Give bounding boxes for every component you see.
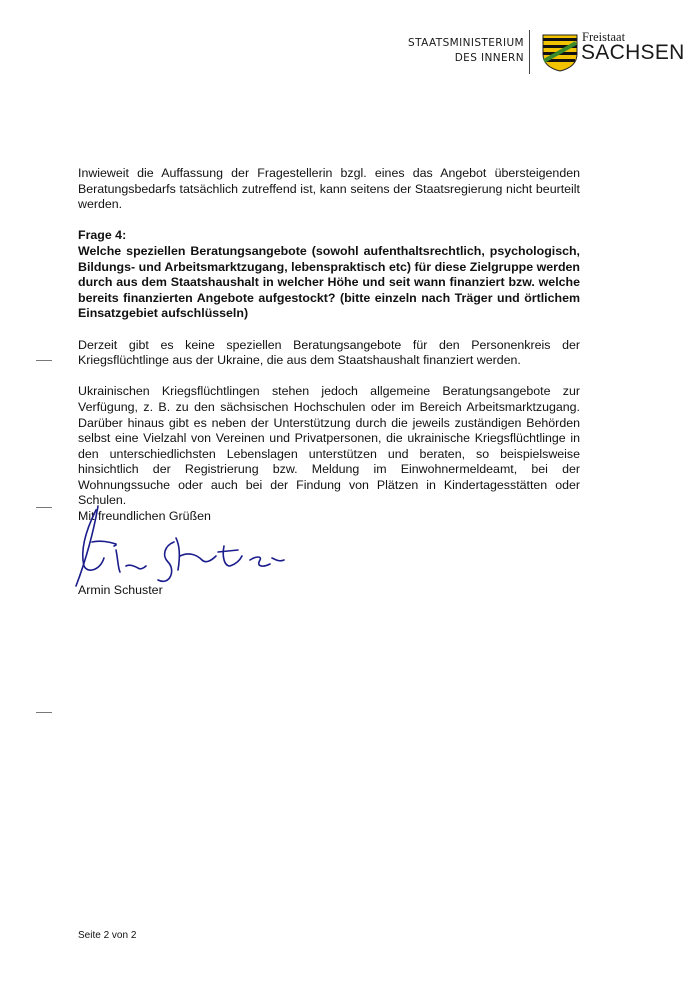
ministry-line-2: DES INNERN: [454, 52, 524, 64]
paragraph: Ukrainischen Kriegsflüchtlingen stehen jedoch allgemeine Beratungsangebote zur Verfügung, z. B. zu den sächsischen Hochschulen oder im Bereich Arbeitsmarktzugang. Darüber hinaus gibt es neben der Unterstützung durch die jeweils zuständigen Behörden selbst eine Vielzahl von Vereinen und Privatpersonen, die ukrainische Kriegsflüchtlinge in den unterschiedlichsten Lebenslagen unterstützen und beraten, so beispielsweise hinsichtlich der Registrierung bzw. Meldung im Einwohnermeldeamt, bei der Wohnungssuche oder auch bei der Findung von Plätzen in Kindertagesstätten oder Schulen.: [78, 384, 580, 508]
ministry-name: [304, 36, 524, 66]
fold-mark: [36, 712, 52, 713]
closing-greeting: Mit freundlichen Grüßen: [78, 509, 211, 523]
question-text: Welche speziellen Beratungsangebote (sowohl aufenthaltsrechtlich, psychologisch, Bildungs- und Arbeitsmarktzugang, lebenspraktisch etc) für diese Zielgruppe werden durch aus dem Staatshaushalt in welcher Höhe und seit wann finanziert bzw. welche bereits finanzierten Angebote aufgestockt? (bitte einzeln nach Träger und örtlichem Einsatzgebiet aufschlüsseln): [78, 243, 580, 321]
paragraph: Derzeit gibt es keine speziellen Beratungsangebote für den Personenkreis der Kriegsflüchtlinge aus der Ukraine, die aus dem Staatshaushalt finanziert werden.: [78, 337, 580, 368]
brand-sachsen: SACHSEN: [581, 41, 685, 64]
question-label: Frage 4:: [78, 228, 127, 243]
punch-mark: [36, 507, 52, 508]
coat-of-arms-icon: [542, 34, 578, 72]
ministry-line-1: STAATSMINISTERIUM: [408, 37, 524, 49]
brand-freistaat: Freistaat: [582, 30, 626, 44]
letter-body: [78, 166, 580, 509]
paragraph: Inwieweit die Auffassung der Fragestellerin bzgl. eines das Angebot übersteigenden Beratungsbedarfs tatsächlich zutreffend ist, kann seitens der Staatsregierung nicht beurteilt werden.: [78, 166, 580, 212]
page-number: Seite 2 von 2: [78, 930, 137, 941]
signer-name: Armin Schuster: [78, 583, 163, 597]
header-divider: [529, 30, 530, 74]
fold-mark: [36, 360, 52, 361]
